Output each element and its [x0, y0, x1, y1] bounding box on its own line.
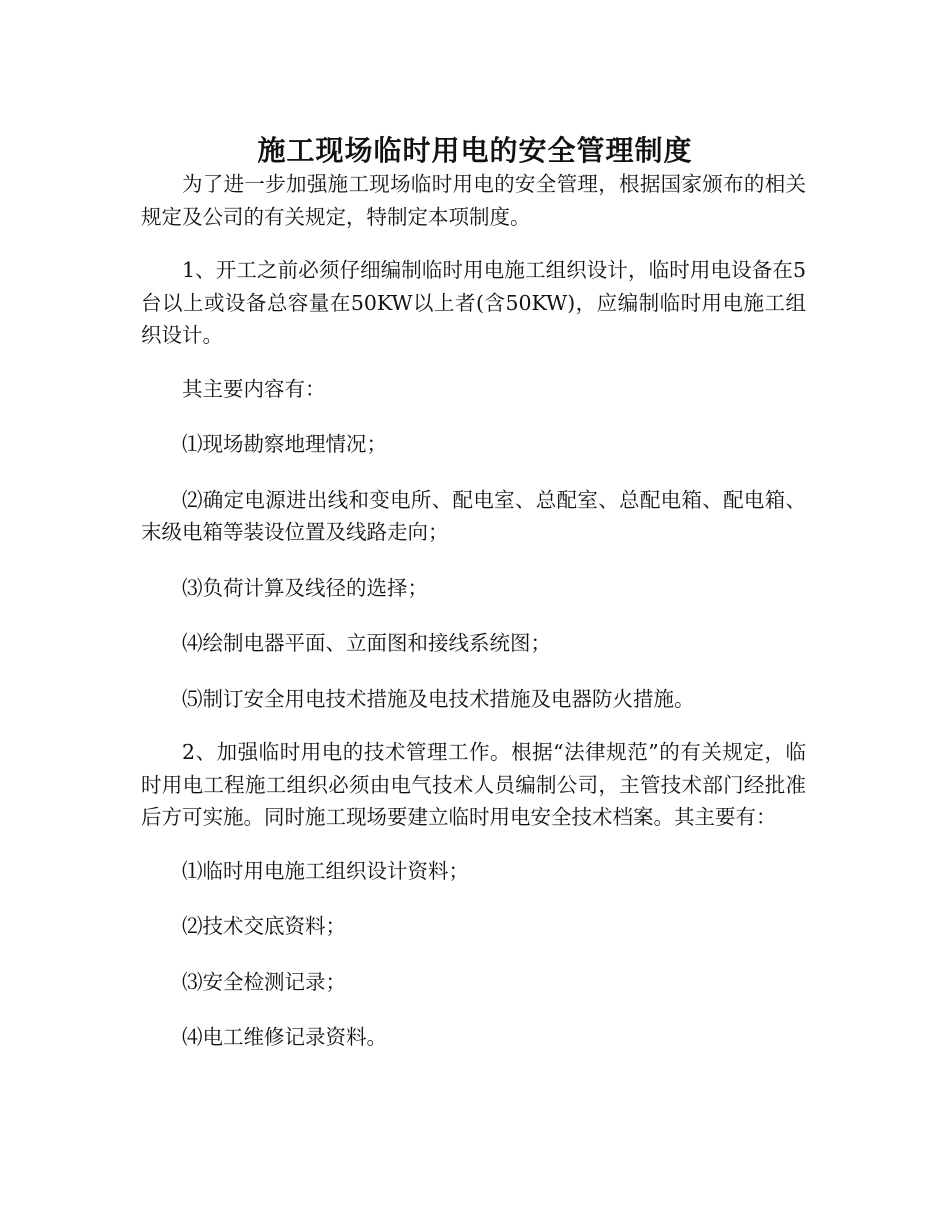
- list-item: ⑶安全检测记录；: [182, 969, 346, 994]
- document-title: 施工现场临时用电的安全管理制度: [257, 133, 693, 167]
- section-2-paragraph: 2、加强临时用电的技术管理工作。根据“法律规范”的有关规定，临时用电工程施工组织必须由电气技术人员编制公司，主管技术部门经批准后方可实施。同时施工现场要建立临时用电安全技术档案。其主要有：: [141, 740, 806, 829]
- section-1-paragraph: 1、开工之前必须仔细编制临时用电施工组织设计，临时用电设备在5台以上或设备总容量在50KW以上者(含50KW)，应编制临时用电施工组织设计。: [141, 258, 806, 347]
- document-body: [141, 168, 806, 1077]
- list-item: ⑶负荷计算及线径的选择；: [182, 575, 428, 600]
- list-item: ⑴临时用电施工组织设计资料；: [182, 858, 469, 883]
- contents-heading: 其主要内容有：: [182, 376, 326, 401]
- list-item: ⑵技术交底资料；: [182, 914, 346, 938]
- list-item: ⑸制订安全用电技术措施及电技术措施及电器防火措施。: [182, 686, 695, 711]
- intro-paragraph: 为了进一步加强施工现场临时用电的安全管理，根据国家颁布的相关规定及公司的有关规定，特制定本项制度。: [141, 172, 806, 229]
- list-item: ⑷绘制电器平面、立面图和接线系统图；: [182, 631, 551, 655]
- list-item: ⑴现场勘察地理情况；: [182, 432, 387, 456]
- list-item: ⑵确定电源进出线和变电所、配电室、总配室、总配电箱、配电箱、末级电箱等装设位置及线路走向；: [141, 487, 806, 544]
- list-item: ⑷电工维修记录资料。: [182, 1025, 387, 1049]
